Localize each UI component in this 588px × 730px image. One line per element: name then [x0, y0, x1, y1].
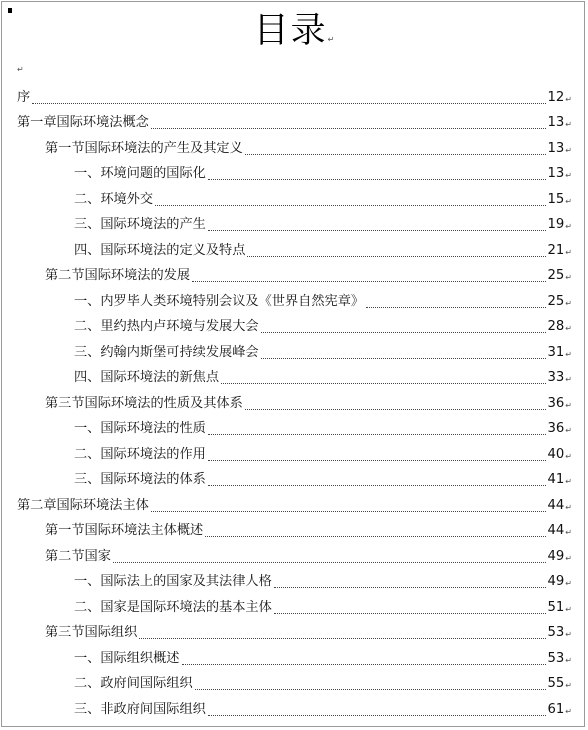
toc-entry-title[interactable]: 二、国际环境法的作用 — [74, 446, 206, 462]
paragraph-mark-icon: ↵ — [565, 196, 572, 206]
toc-entry-page-number[interactable]: 36 — [547, 421, 565, 437]
toc-entry-title[interactable]: 第二节国际环境法的发展 — [45, 268, 191, 284]
toc-entry-title[interactable]: 三、国际环境法的体系 — [74, 472, 206, 488]
toc-entry-page-number[interactable]: 53 — [547, 625, 565, 641]
toc-entry-page-number[interactable]: 36 — [547, 395, 565, 411]
toc-entry-page-number[interactable]: 49 — [547, 548, 565, 564]
toc-entry[interactable] — [2, 238, 586, 264]
toc-entry[interactable] — [2, 289, 586, 315]
toc-entry-page-number[interactable]: 55 — [547, 676, 565, 692]
toc-entry[interactable] — [2, 85, 586, 111]
paragraph-mark-icon: ↵ — [565, 604, 572, 614]
toc-entry-page-number[interactable]: 44 — [547, 523, 565, 539]
paragraph-mark-icon: ↵ — [565, 553, 572, 563]
toc-dot-leader — [208, 178, 546, 180]
toc-dot-leader — [245, 153, 546, 155]
toc-entry-title[interactable]: 二、国家是国际环境法的基本主体 — [74, 599, 272, 615]
empty-paragraph-mark-icon: ↵ — [17, 65, 24, 74]
paragraph-mark-icon: ↵ — [565, 298, 572, 308]
toc-dot-leader — [208, 714, 546, 716]
toc-entry[interactable] — [2, 442, 586, 468]
toc-entry[interactable] — [2, 213, 586, 239]
paragraph-mark-icon: ↵ — [565, 120, 572, 130]
paragraph-mark-icon: ↵ — [565, 528, 572, 538]
toc-dot-leader — [155, 204, 545, 206]
toc-entry[interactable] — [2, 187, 586, 213]
toc-entry-page-number[interactable]: 44 — [547, 497, 565, 513]
paragraph-mark-icon: ↵ — [565, 349, 572, 359]
toc-dot-leader — [208, 433, 546, 435]
toc-dot-leader — [195, 688, 546, 690]
paragraph-mark-icon: ↵ — [565, 145, 572, 155]
toc-dot-leader — [113, 561, 546, 563]
toc-entry-page-number[interactable]: 19 — [547, 217, 565, 233]
paragraph-mark-icon: ↵ — [565, 630, 572, 640]
toc-dot-leader — [32, 102, 545, 104]
toc-entry-title[interactable]: 第三节国际环境法的性质及其体系 — [45, 395, 243, 411]
toc-entry[interactable] — [2, 264, 586, 290]
toc-entry-title[interactable]: 二、环境外交 — [74, 191, 154, 207]
toc-entry-page-number[interactable]: 61 — [547, 701, 565, 717]
toc-entry-title[interactable]: 第二节国家 — [45, 548, 111, 564]
toc-entry[interactable] — [2, 595, 586, 621]
toc-dot-leader — [245, 408, 546, 410]
toc-entry-title[interactable]: 一、环境问题的国际化 — [74, 166, 206, 182]
toc-entry-page-number[interactable]: 41 — [547, 472, 565, 488]
toc-entry-page-number[interactable]: 12 — [547, 89, 565, 105]
toc-dot-leader — [274, 586, 546, 588]
toc-dot-leader — [192, 280, 545, 282]
document-page — [1, 1, 585, 727]
toc-dot-leader — [261, 357, 546, 359]
toc-entry[interactable] — [2, 111, 586, 137]
toc-entry[interactable] — [2, 340, 586, 366]
toc-entry-title[interactable]: 三、国际环境法的产生 — [74, 217, 206, 233]
toc-entry-page-number[interactable]: 33 — [547, 370, 565, 386]
toc-entry-title[interactable]: 二、政府间国际组织 — [74, 676, 193, 692]
toc-entry-title[interactable]: 一、内罗毕人类环境特别会议及《世界自然宪章》 — [74, 293, 365, 309]
toc-dot-leader — [366, 306, 545, 308]
toc-entry-title[interactable]: 二、里约热内卢环境与发展大会 — [74, 319, 259, 335]
toc-entry-title[interactable]: 一、国际法上的国家及其法律人格 — [74, 574, 272, 590]
paragraph-mark-icon: ↵ — [565, 706, 572, 716]
toc-entry-page-number[interactable]: 21 — [547, 242, 565, 258]
toc-dot-leader — [151, 510, 546, 512]
toc-entry-page-number[interactable]: 25 — [547, 293, 565, 309]
toc-dot-leader — [151, 127, 546, 129]
toc-entry-page-number[interactable]: 28 — [547, 319, 565, 335]
toc-dot-leader — [205, 535, 545, 537]
paragraph-mark-icon: ↵ — [565, 400, 572, 410]
toc-entry[interactable] — [2, 366, 586, 392]
toc-entry-title[interactable]: 第一节国际环境法主体概述 — [45, 523, 204, 539]
toc-entry-title[interactable]: 三、约翰内斯堡可持续发展峰会 — [74, 344, 259, 360]
paragraph-mark-icon: ↵ — [565, 273, 572, 283]
paragraph-mark-icon: ↵ — [565, 477, 572, 487]
toc-dot-leader — [274, 612, 546, 614]
toc-dot-leader — [208, 229, 546, 231]
toc-entry-title[interactable]: 第二章国际环境法主体 — [17, 497, 149, 513]
paragraph-mark-icon: ↵ — [565, 171, 572, 181]
toc-entry-page-number[interactable]: 13 — [547, 166, 565, 182]
toc-entry[interactable] — [2, 493, 586, 519]
toc-entry-title[interactable]: 四、国际环境法的定义及特点 — [74, 242, 246, 258]
toc-entry[interactable] — [2, 315, 586, 341]
toc-entry-page-number[interactable]: 13 — [547, 140, 565, 156]
paragraph-mark-icon: ↵ — [565, 579, 572, 589]
paragraph-mark-icon: ↵ — [327, 35, 335, 44]
paragraph-mark-icon: ↵ — [565, 502, 572, 512]
toc-dot-leader — [261, 331, 546, 333]
toc-entry[interactable] — [2, 391, 586, 417]
paragraph-mark-icon: ↵ — [565, 222, 572, 232]
toc-entry-title[interactable]: 第一节国际环境法的产生及其定义 — [45, 140, 243, 156]
toc-dot-leader — [182, 663, 546, 665]
toc-title-text: 目录 — [253, 11, 328, 51]
toc-entry[interactable] — [2, 697, 586, 723]
paragraph-mark-icon: ↵ — [565, 426, 572, 436]
toc-entry[interactable] — [2, 468, 586, 494]
toc-entry-title[interactable]: 三、非政府间国际组织 — [74, 701, 206, 717]
paragraph-mark-icon: ↵ — [565, 247, 572, 257]
toc-entry-page-number[interactable]: 25 — [547, 268, 565, 284]
paragraph-mark-icon: ↵ — [565, 681, 572, 691]
toc-entry[interactable] — [2, 519, 586, 545]
paragraph-mark-icon: ↵ — [565, 451, 572, 461]
toc-entry[interactable] — [2, 646, 586, 672]
toc-entry-title[interactable]: 一、国际环境法的性质 — [74, 421, 206, 437]
toc-entry-page-number[interactable]: 51 — [547, 599, 565, 615]
toc-entry-page-number[interactable]: 31 — [547, 344, 565, 360]
toc-entry[interactable] — [2, 672, 586, 698]
toc-entry[interactable] — [2, 162, 586, 188]
paragraph-mark-icon: ↵ — [565, 324, 572, 334]
toc-entry[interactable] — [2, 621, 586, 647]
paragraph-mark-icon: ↵ — [565, 94, 572, 104]
toc-entry-page-number[interactable]: 40 — [547, 446, 565, 462]
toc-title — [2, 6, 586, 65]
toc-entry-page-number[interactable]: 15 — [547, 191, 565, 207]
toc-entry-title[interactable]: 四、国际环境法的新焦点 — [74, 370, 220, 386]
toc-dot-leader — [208, 459, 546, 461]
paragraph-mark-icon: ↵ — [565, 375, 572, 385]
toc-entry[interactable] — [2, 570, 586, 596]
toc-dot-leader — [221, 382, 545, 384]
toc-entry-page-number[interactable]: 53 — [547, 650, 565, 666]
toc-entry[interactable] — [2, 417, 586, 443]
toc-entry[interactable] — [2, 136, 586, 162]
toc-dot-leader — [247, 255, 545, 257]
toc-entry-page-number[interactable]: 49 — [547, 574, 565, 590]
toc-entry-title[interactable]: 序 — [17, 89, 31, 105]
toc-entry[interactable] — [2, 544, 586, 570]
toc-entry-title[interactable]: 第三节国际组织 — [45, 625, 138, 641]
toc-dot-leader — [208, 484, 546, 486]
paragraph-mark-icon: ↵ — [565, 655, 572, 665]
toc-entry-title[interactable]: 第一章国际环境法概念 — [17, 115, 149, 131]
toc-entry-page-number[interactable]: 13 — [547, 115, 565, 131]
toc-dot-leader — [139, 637, 545, 639]
toc-entry-title[interactable]: 一、国际组织概述 — [74, 650, 180, 666]
table-of-contents — [2, 85, 586, 723]
